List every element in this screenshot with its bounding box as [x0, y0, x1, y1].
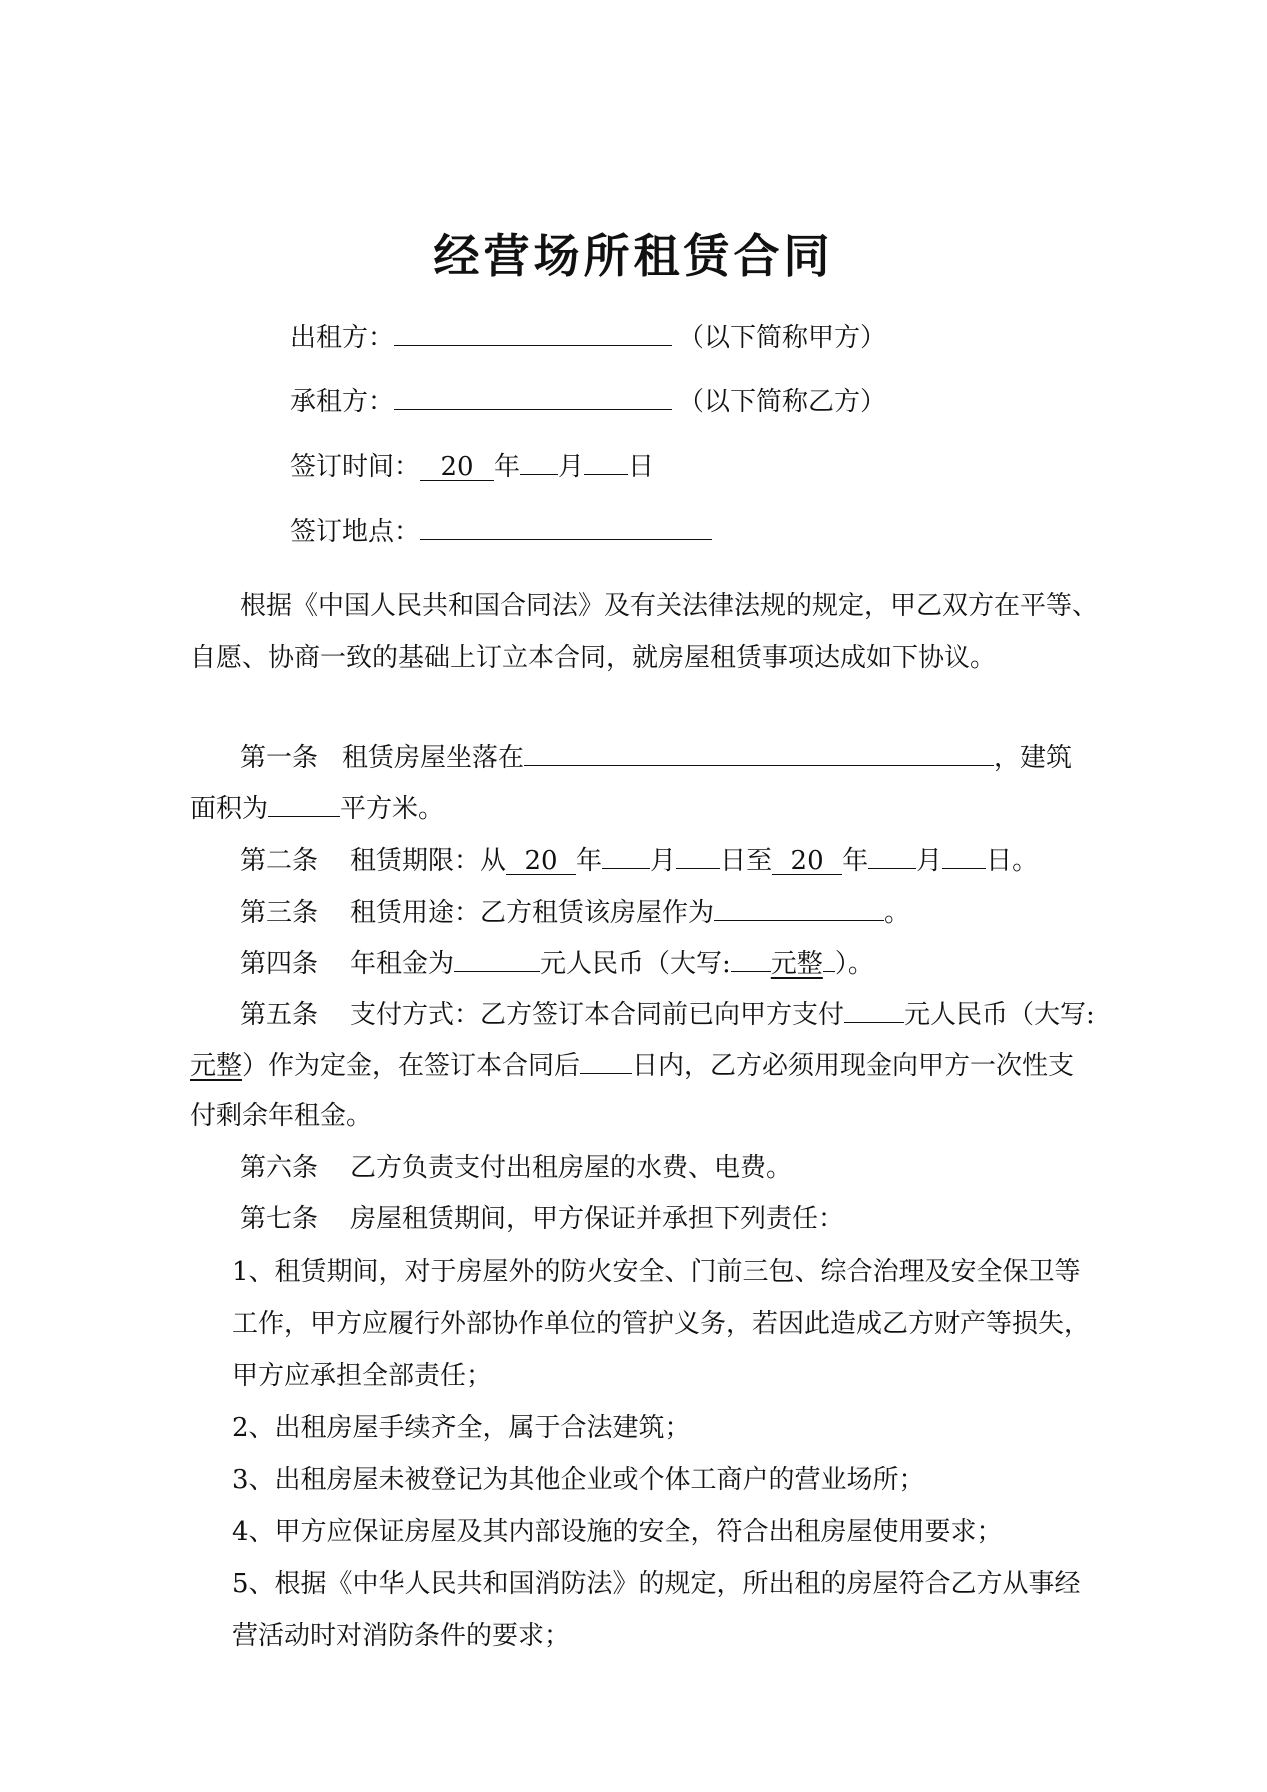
article-2-head: 第二条 [240, 846, 319, 876]
lessor-label: 出租方： [290, 323, 395, 353]
start-day-char: 日 [720, 846, 747, 876]
lessor-line [290, 323, 886, 351]
day-char: 日 [628, 452, 655, 482]
start-month-char: 月 [650, 846, 677, 876]
end-month-char: 月 [916, 846, 943, 876]
article-2-end: 。 [1012, 846, 1039, 876]
article-5-line-2-tail: 日内，乙方必须用现金向甲方一次性支 [632, 1051, 1075, 1081]
month-char: 月 [558, 452, 585, 482]
item-2: 2、出租房屋手续齐全，属于合法建筑； [232, 1413, 691, 1443]
end-month-blank[interactable] [868, 846, 916, 869]
sign-time-line [290, 452, 654, 481]
annual-rent-words-blank[interactable] [731, 949, 771, 972]
article-1-text: 租赁房屋坐落在 [342, 743, 525, 773]
start-month-blank[interactable] [602, 846, 650, 869]
article-5-mid: 元人民币（大写: [904, 1000, 1095, 1030]
area-label: 面积为 [190, 794, 269, 824]
item-3: 3、出租房屋未被登记为其他企业或个体工商户的营业场所； [232, 1465, 925, 1495]
end-day-blank[interactable] [942, 846, 986, 869]
article-1-line-2 [190, 794, 444, 822]
year-char: 年 [494, 452, 521, 482]
article-2-line [240, 846, 1038, 875]
article-4-text: 年租金为 [350, 949, 455, 979]
item-1-line-3: 甲方应承担全部责任； [232, 1361, 493, 1391]
annual-rent-yuanzheng: 元整 [770, 949, 823, 979]
article-5-head: 第五条 [240, 1000, 319, 1030]
end-year-field[interactable]: 20 [772, 848, 842, 875]
area-unit: 平方米。 [340, 794, 445, 824]
to-char: 至 [746, 846, 773, 876]
payment-days-blank[interactable] [580, 1051, 632, 1074]
article-2-text: 租赁期限：从 [350, 846, 507, 876]
annual-rent-words-tail [823, 949, 835, 972]
end-year-char: 年 [842, 846, 869, 876]
sign-month-blank[interactable] [520, 452, 558, 475]
sign-place-blank[interactable] [420, 517, 712, 540]
article-3-head: 第三条 [240, 898, 319, 928]
sign-day-blank[interactable] [584, 452, 628, 475]
start-day-blank[interactable] [676, 846, 720, 869]
deposit-yuanzheng: 元整 [190, 1051, 243, 1081]
article-7-line [240, 1206, 844, 1232]
article-6-text: 乙方负责支付出租房屋的水费、电费。 [350, 1153, 793, 1183]
sign-place-label: 签订地点： [290, 517, 421, 547]
article-5-line-2-text: ）作为定金，在签订本合同后 [242, 1051, 581, 1081]
item-5-line-1: 5、根据《中华人民共和国消防法》的规定，所出租的房屋符合乙方从事经 [232, 1569, 1081, 1599]
start-year-field[interactable]: 20 [506, 848, 576, 875]
article-6-line [240, 1155, 792, 1181]
article-3-text: 租赁用途：乙方租赁该房屋作为 [350, 898, 715, 928]
article-7-head: 第七条 [240, 1204, 319, 1234]
article-3-line [240, 898, 910, 926]
sign-place-line [290, 517, 712, 545]
item-4: 4、甲方应保证房屋及其内部设施的安全，符合出租房屋使用要求； [232, 1517, 1003, 1547]
item-5-line-2: 营活动时对消防条件的要求； [232, 1621, 571, 1651]
article-5-text: 支付方式：乙方签订本合同前已向甲方支付 [350, 1000, 845, 1030]
article-4-mid: 元人民币（大写: [540, 949, 731, 979]
lessee-blank[interactable] [394, 387, 672, 410]
lessor-note: （以下简称甲方） [678, 323, 887, 353]
preamble-line-2: 自愿、协商一致的基础上订立本合同，就房屋租赁事项达成如下协议。 [190, 643, 997, 673]
article-1-line-1 [240, 743, 1072, 771]
preamble-line-1: 根据《中国人民共和国合同法》及有关法律法规的规定，甲乙双方在平等、 [240, 591, 1099, 621]
article-3-end: 。 [884, 898, 911, 928]
item-1-line-2: 工作，甲方应履行外部协作单位的管护义务，若因此造成乙方财产等损失， [232, 1309, 1091, 1339]
article-5-line-2 [190, 1051, 1074, 1079]
article-5-line-1 [240, 1000, 1095, 1028]
article-4-head: 第四条 [240, 949, 319, 979]
end-day-char: 日 [986, 846, 1013, 876]
lessee-note: （以下简称乙方） [678, 387, 887, 417]
article-1-head: 第一条 [240, 743, 319, 773]
article-6-head: 第六条 [240, 1153, 319, 1183]
annual-rent-blank[interactable] [454, 949, 540, 972]
article-1-tail: ，建筑 [994, 743, 1073, 773]
start-year-char: 年 [576, 846, 603, 876]
article-7-text: 房屋租赁期间，甲方保证并承担下列责任： [350, 1204, 845, 1234]
lessee-label: 承租方： [290, 387, 395, 417]
article-4-end: ）。 [834, 949, 874, 979]
lessor-blank[interactable] [394, 323, 672, 346]
area-blank[interactable] [268, 794, 340, 817]
article-5-line-3: 付剩余年租金。 [190, 1101, 373, 1131]
page-title: 经营场所租赁合同 [433, 229, 834, 283]
lessee-line [290, 387, 886, 415]
location-blank[interactable] [524, 743, 994, 766]
item-1-line-1: 1、租赁期间，对于房屋外的防火安全、门前三包、综合治理及安全保卫等 [232, 1257, 1081, 1287]
sign-time-label: 签订时间： [290, 452, 421, 482]
sign-year-field[interactable]: 20 [420, 454, 494, 481]
article-4-line [240, 949, 874, 977]
usage-blank[interactable] [714, 898, 884, 921]
deposit-blank[interactable] [844, 1000, 904, 1023]
